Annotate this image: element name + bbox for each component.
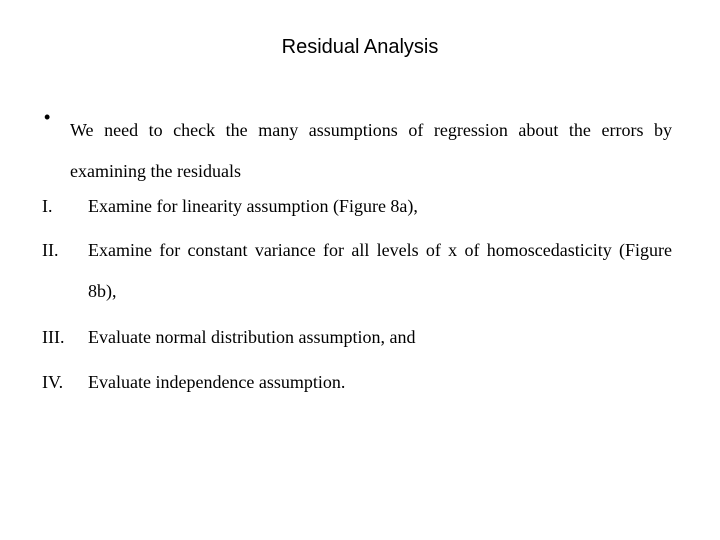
bullet-icon: • bbox=[44, 107, 51, 127]
list-text: Evaluate normal distribution assumption, and bbox=[88, 327, 416, 347]
list-text: Examine for linearity assumption (Figure 8a), bbox=[88, 196, 418, 216]
bullet-text: We need to check the many assumptions of regression about the errors by examining the residuals bbox=[70, 120, 672, 181]
list-text: Evaluate independence assumption. bbox=[88, 372, 346, 392]
list-numeral: II. bbox=[42, 240, 59, 260]
slide-title: Residual Analysis bbox=[281, 36, 439, 58]
list-numeral: I. bbox=[42, 196, 53, 216]
list-numeral: IV. bbox=[42, 372, 64, 392]
list-text: Examine for constant variance for all levels of x of homoscedasticity (Figure 8b), bbox=[88, 240, 672, 301]
list-numeral: III. bbox=[42, 327, 65, 347]
